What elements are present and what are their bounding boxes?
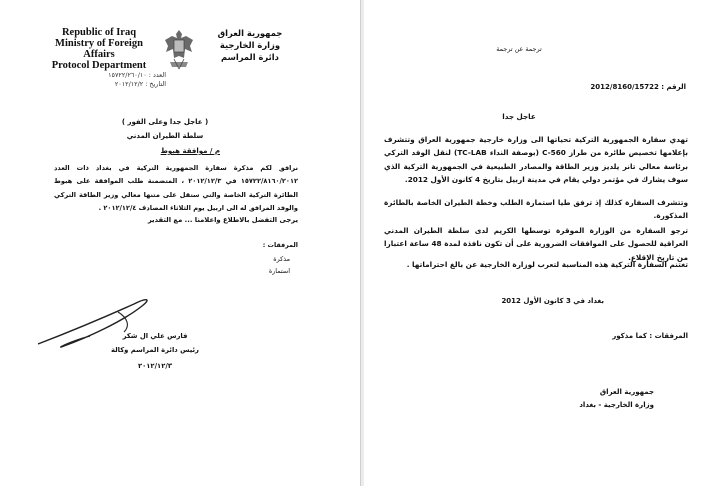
letterhead-ar-line: دائرة المراسم [221,52,279,62]
letter-paragraph: وتتشرف السفارة كذلك إذ ترفق طيا استمارة الطلب وخطة الطيران الخاصة بالطائرة المذكورة. [384,198,688,221]
signer-name: فارس علي ال شكر [122,332,188,340]
attachments-line: المرفقات : كما مذكور [612,332,688,340]
letterhead-en [44,27,154,71]
ref-number: الرقم : 2012/8160/15722 [590,83,686,91]
letterhead-ar-line: جمهورية العراق [217,28,283,38]
recipient-line: جمهورية العراق [599,388,654,396]
attachments-label: المرفقات : [262,241,298,249]
letterhead-en-line: Affairs [83,49,115,60]
letter-body: نرافق لكم مذكرة سفارة الجمهورية التركية في بغداد ذات العدد ١٥٧٢٢/٨١٦٠/٢٠١٢ في ٢٠١٢/١٢/٣ ، المتضمنة طلب الموافقة على هبوط الطائرة التركية الخاصة والتي ستقل على متنها معالي وزير الطاقة التركي والوفد المرافق له الى اربيل يوم الثلاثاء المصادف ٢٠١٢/١٢/٤ . [54,164,298,213]
signature-scribble-icon [34,292,184,352]
attachment-item: مذكرة [273,255,290,263]
recipient-line: وزارة الخارجية - بغداد [579,401,654,409]
right-letter-page [364,0,716,486]
urgency-note: عاجل جدا [502,112,536,121]
signer-title: رئيس دائرة المراسم وكالة [111,346,199,354]
letterhead-ar [205,27,295,63]
subject-line: م / موافقة هبوط [160,147,220,155]
letterhead-ar-line: وزارة الخارجية [219,40,281,50]
ref-date: التاريخ : ٢٠١٢/١٢/٢ [114,80,166,88]
attachment-item: استمارة [268,267,290,275]
closing-request: يرجى التفضل بالاطلاع واعلامنا ... مع التقدير [147,216,298,224]
ref-number: العدد : ١٥٧٢٢/٢٦٠/١٠ [108,71,166,79]
sign-date: ٢٠١٢/١٢/٣ [137,362,172,370]
translation-note: ترجمة عن ترجمة [496,45,542,53]
letter-paragraph: ترجو السفارة من الوزارة الموقرة توسطها الكريم لدى سلطة الطيران المدني العراقية للحصول على الموافقات الضرورية على أن تكون نافذة لمدة 48 ساعة اعتبارا من تاريخ الإقلاع. [384,226,688,262]
letterhead-en-line: Ministry of Foreign [55,38,143,49]
addressee: سلطة الطيران المدني [126,132,204,140]
letterhead-en-line: Republic of Iraq [61,27,137,38]
letterhead-en-line: Protocol Department [51,60,147,71]
urgency-note: ( عاجل جدا وعلى الفور ) [121,118,209,126]
city-date: بغداد في 3 كانون الأول 2012 [501,297,604,305]
letter-paragraph: تهدي سفارة الجمهورية التركية تحياتها الى وزارة خارجية جمهورية العراق وتتشرف بإعلامها تخصيص طائرة من طراز C-560 (بوصفة النداء TC-LAB) لنقل الوفد التركي برئاسة معالي تانر يلديز وزير الطاقة والمصادر الطبيعية في الجمهورية التركية الذي سوف يشارك في مؤتمر دولي يقام في مدينة اربيل بتاريخ 4 كانون الأول 2012. [384,135,688,185]
iraq-eagle-emblem-icon [162,26,196,72]
letter-paragraph: تغتنم السفارة التركية هذه المناسبة لتعرب لوزارة الخارجية عن بالغ احتراماتها . [406,260,688,269]
